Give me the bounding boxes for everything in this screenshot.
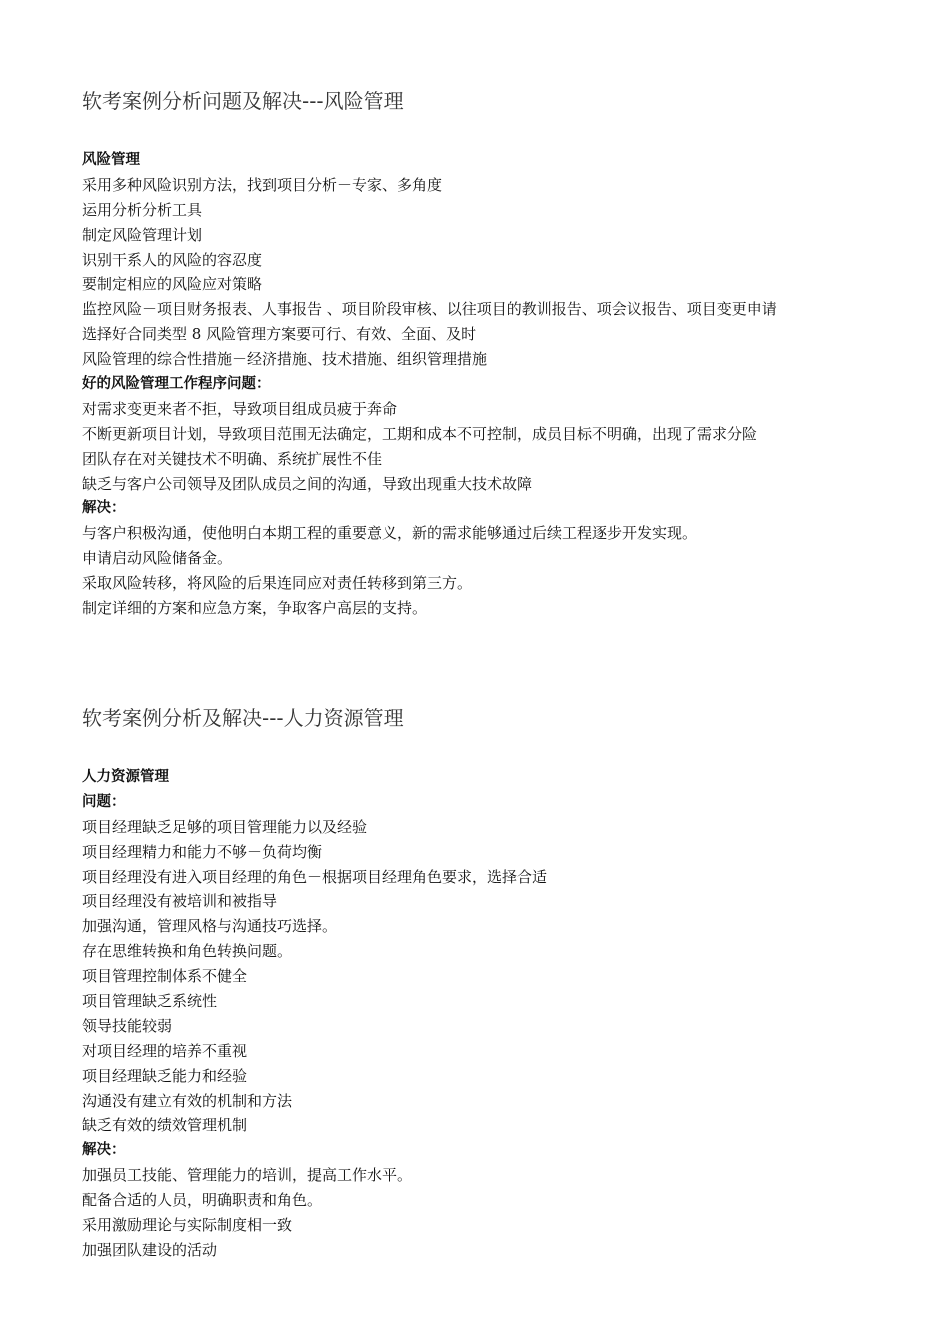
hr-problem-item: 项目经理缺乏足够的项目管理能力以及经验 bbox=[82, 817, 368, 836]
hr-solution-item: 配备合适的人员，明确职责和角色。 bbox=[82, 1191, 323, 1210]
risk-solutions-heading: 解决： bbox=[82, 500, 126, 517]
hr-heading: 人力资源管理 bbox=[82, 769, 169, 785]
hr-problem-item: 存在思维转换和角色转换问题。 bbox=[82, 942, 293, 961]
risk-problem-item: 不断更新项目计划，导致项目范围无法确定，工期和成本不可控制，成员目标不明确，出现了需求分险 bbox=[82, 424, 758, 443]
hr-problem-item: 缺乏有效的绩效管理机制 bbox=[82, 1116, 248, 1135]
hr-problem-item: 项目管理控制体系不健全 bbox=[82, 967, 248, 986]
risk-item: 选择好合同类型 8 风险管理方案要可行、有效、全面、及时 bbox=[82, 325, 477, 344]
hr-problem-item: 项目经理缺乏能力和经验 bbox=[82, 1066, 248, 1085]
hr-problem-item: 对项目经理的培养不重视 bbox=[82, 1041, 248, 1060]
section-title-risk: 软考案例分析问题及解决---风险管理 bbox=[82, 89, 404, 113]
hr-problem-item: 沟通没有建立有效的机制和方法 bbox=[82, 1091, 293, 1110]
hr-problem-item: 项目经理精力和能力不够－负荷均衡 bbox=[82, 842, 323, 861]
risk-item: 采用多种风险识别方法，找到项目分析－专家、多角度 bbox=[82, 175, 443, 194]
hr-problem-item: 加强沟通，管理风格与沟通技巧选择。 bbox=[82, 917, 338, 936]
risk-problem-item: 对需求变更来者不拒，导致项目组成员疲于奔命 bbox=[82, 399, 398, 418]
hr-solution-item: 采用激励理论与实际制度相一致 bbox=[82, 1216, 293, 1235]
hr-problem-item: 项目管理缺乏系统性 bbox=[82, 992, 218, 1011]
risk-problems-heading: 好的风险管理工作程序问题： bbox=[82, 376, 271, 393]
hr-problems-heading: 问题： bbox=[82, 793, 126, 810]
hr-problem-item: 领导技能较弱 bbox=[82, 1016, 173, 1035]
hr-solutions-heading: 解决： bbox=[82, 1142, 126, 1159]
risk-section bbox=[82, 148, 922, 621]
risk-item: 识别干系人的风险的容忍度 bbox=[82, 250, 263, 269]
risk-problem-item: 缺乏与客户公司领导及团队成员之间的沟通，导致出现重大技术故障 bbox=[82, 474, 533, 493]
hr-solution-item: 加强团队建设的活动 bbox=[82, 1240, 218, 1259]
hr-solution-item: 加强员工技能、管理能力的培训，提高工作水平。 bbox=[82, 1166, 413, 1185]
hr-problem-item: 项目经理没有被培训和被指导 bbox=[82, 892, 278, 911]
hr-section bbox=[82, 765, 922, 1263]
section-title-hr: 软考案例分析及解决---人力资源管理 bbox=[82, 706, 404, 730]
risk-item: 风险管理的综合性措施－经济措施、技术措施、组织管理措施 bbox=[82, 350, 488, 369]
risk-solution-item: 制定详细的方案和应急方案，争取客户高层的支持。 bbox=[82, 599, 428, 618]
risk-solution-item: 与客户积极沟通，使他明白本期工程的重要意义，新的需求能够通过后续工程逐步开发实现。 bbox=[82, 524, 698, 543]
risk-item: 要制定相应的风险应对策略 bbox=[82, 275, 263, 294]
risk-item: 制定风险管理计划 bbox=[82, 225, 203, 244]
risk-solution-item: 申请启动风险储备金。 bbox=[82, 549, 233, 568]
risk-item: 监控风险－项目财务报表、人事报告 、项目阶段审核、以往项目的教训报告、项会议报告、项目变更申请 bbox=[82, 300, 777, 319]
hr-problem-item: 项目经理没有进入项目经理的角色－根据项目经理角色要求，选择合适 bbox=[82, 867, 548, 886]
risk-problem-item: 团队存在对关键技术不明确、系统扩展性不佳 bbox=[82, 449, 383, 468]
risk-solution-item: 采取风险转移，将风险的后果连同应对责任转移到第三方。 bbox=[82, 574, 473, 593]
risk-item: 运用分析分析工具 bbox=[82, 200, 203, 219]
risk-heading: 风险管理 bbox=[82, 152, 140, 168]
